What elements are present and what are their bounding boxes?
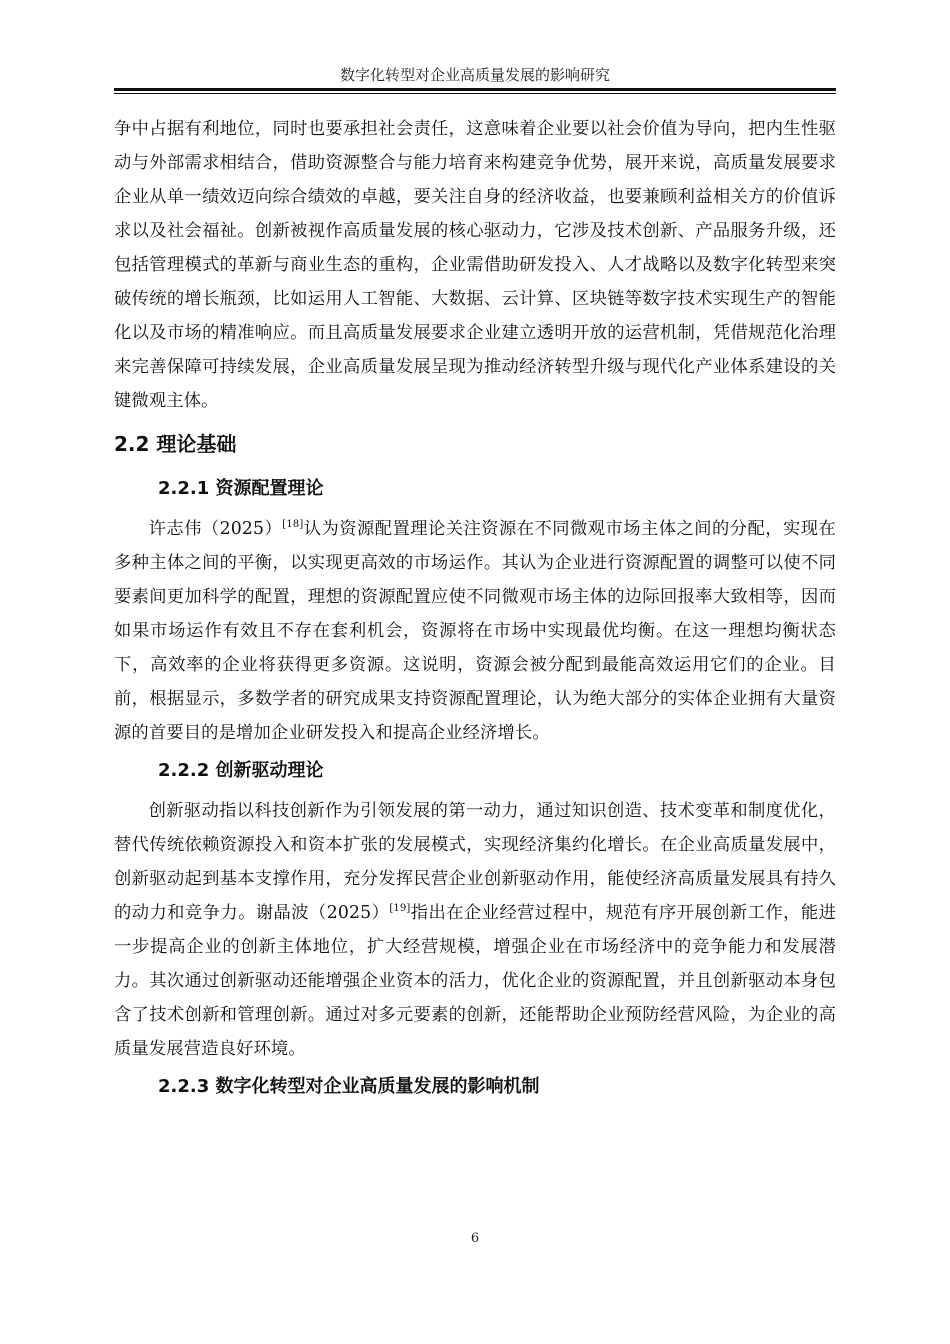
paragraph-innovation-driven — [114, 794, 836, 1066]
citation-19: [19] — [389, 903, 411, 915]
page-body — [114, 112, 836, 1110]
citation-18: [18] — [282, 519, 304, 531]
subsection-heading-2-2-3: 2.2.3 数字化转型对企业高质量发展的影响机制 — [158, 1076, 540, 1097]
paragraph-text: 创新驱动指以科技创新作为引领发展的第一动力，通过知识创造、技术变革和制度优化，替代传统依赖资源投入和资本扩张的发展模式，实现经济集约化增长。在企业高质量发展中，创新驱动起到基本支撑作用，充分发挥民营企业创新驱动作用，能使经济高质量发展具有持久的动力和竞争力。谢晶波（2025） — [114, 801, 836, 923]
subsection-heading-2-2-1: 2.2.1 资源配置理论 — [158, 478, 324, 499]
header-rule-thick — [114, 88, 836, 91]
paragraph-intro-continued: 争中占据有利地位，同时也要承担社会责任，这意味着企业要以社会价值为导向，把内生性驱动与外部需求相结合，借助资源整合与能力培育来构建竞争优势，展开来说，高质量发展要求企业从单一绩效迈向综合绩效的卓越，要关注自身的经济收益，也要兼顾利益相关方的价值诉求以及社会福祉。创新被视作高质量发展的核心驱动力，它涉及技术创新、产品服务升级，还包括管理模式的革新与商业生态的重构，企业需借助研发投入、人才战略以及数字化转型来突破传统的增长瓶颈，比如运用人工智能、大数据、云计算、区块链等数字技术实现生产的智能化以及市场的精准响应。而且高质量发展要求企业建立透明开放的运营机制，凭借规范化治理来完善保障可持续发展，企业高质量发展呈现为推动经济转型升级与现代化产业体系建设的关键微观主体。 — [114, 119, 836, 411]
header-rule-thin — [114, 93, 836, 94]
paragraph-resource-allocation — [114, 512, 836, 750]
paragraph-text: 指出在企业经营过程中，规范有序开展创新工作，能进一步提高企业的创新主体地位，扩大经营规模，增强企业在市场经济中的竞争能力和发展潜力。其次通过创新驱动还能增强企业资本的活力，优化企业的资源配置，并且创新驱动本身包含了技术创新和管理创新。通过对多元要素的创新，还能帮助企业预防经营风险，为企业的高质量发展营造良好环境。 — [114, 903, 836, 1059]
paragraph-text: 许志伟（2025） — [148, 519, 283, 539]
section-heading-2-2: 2.2 理论基础 — [114, 432, 237, 456]
running-header: 数字化转型对企业高质量发展的影响研究 — [339, 66, 610, 84]
paragraph-text: 认为资源配置理论关注资源在不同微观市场主体之间的分配，实现在多种主体之间的平衡，以实现更高效的市场运作。其认为企业进行资源配置的调整可以使不同要素间更加科学的配置，理想的资源配置应使不同微观市场主体的边际回报率大致相等，因而如果市场运作有效且不存在套利机会，资源将在市场中实现最优均衡。在这一理想均衡状态下，高效率的企业将获得更多资源。这说明，资源会被分配到最能高效运用它们的企业。目前，根据显示，多数学者的研究成果支持资源配置理论，认为绝大部分的实体企业拥有大量资源的首要目的是增加企业研发投入和提高企业经济增长。 — [114, 519, 836, 743]
subsection-heading-2-2-2: 2.2.2 创新驱动理论 — [158, 760, 324, 781]
page-number: 6 — [470, 1231, 480, 1246]
